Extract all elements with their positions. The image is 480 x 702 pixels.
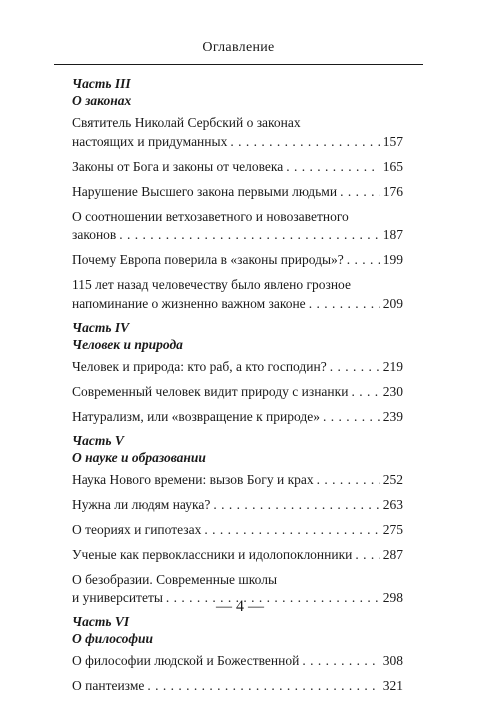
entry-page-number: 187 xyxy=(382,227,403,242)
entry-title-line: настоящих и придуманных xyxy=(72,133,228,149)
toc-entry[interactable] xyxy=(72,276,403,313)
toc-section xyxy=(72,76,403,313)
entry-title-line: Современный человек видит природу с изнанки xyxy=(72,383,349,399)
entry-title-line: Нарушение Высшего закона первыми людьми xyxy=(72,183,338,199)
entry-page-number: 230 xyxy=(382,383,403,399)
entry-page-number: 321 xyxy=(382,678,403,693)
entry-title-line: и университеты xyxy=(72,590,163,605)
dot-leader xyxy=(317,471,380,490)
part-heading: Часть VI xyxy=(72,614,130,629)
entry-page-number: 199 xyxy=(382,252,403,267)
entry-title-line: Натурализм, или «возвращение к природе» xyxy=(72,408,320,424)
entry-title-line: О пантеизме xyxy=(72,678,145,693)
toc-entry[interactable] xyxy=(72,652,403,671)
entry-page-number: 209 xyxy=(382,295,403,311)
dot-leader xyxy=(340,183,380,202)
dot-leader xyxy=(204,521,379,540)
dot-leader xyxy=(347,251,380,270)
entry-title-line: О философии людской и Божественной xyxy=(72,653,300,668)
entry-title-line: Законы от Бога и законы от человека xyxy=(72,158,284,174)
dot-leader xyxy=(351,383,379,402)
entry-title-line: законов xyxy=(72,227,117,242)
entry-title-line: Человек и природа: кто раб, а кто господин? xyxy=(72,358,327,374)
toc-section xyxy=(72,320,403,427)
toc-entry[interactable] xyxy=(72,471,403,490)
entry-page-number: 287 xyxy=(382,546,403,562)
part-title: О науке и образовании xyxy=(72,449,206,465)
entry-page-number: 252 xyxy=(382,471,403,487)
entry-title-line: Святитель Николай Сербский о законах xyxy=(72,115,301,130)
dot-leader xyxy=(213,496,379,515)
toc-section xyxy=(72,614,403,696)
toc-entry[interactable] xyxy=(72,208,403,245)
entry-title-line: О теориях и гипотезах xyxy=(72,521,202,537)
entry-page-number: 263 xyxy=(382,496,403,512)
toc-entry[interactable] xyxy=(72,251,403,270)
entry-page-number: 298 xyxy=(382,590,403,605)
entry-page-number: 165 xyxy=(382,158,403,174)
dot-leader xyxy=(302,652,379,671)
dot-leader xyxy=(147,677,379,696)
dot-leader xyxy=(286,158,379,177)
part-title: Человек и природа xyxy=(72,336,183,352)
entry-title-line: О безобразии. Современные школы xyxy=(72,571,278,587)
dot-leader xyxy=(355,546,379,565)
entry-title-line: Почему Европа поверила в «законы природы»? xyxy=(72,252,344,267)
entry-page-number: 239 xyxy=(382,408,403,424)
entry-title-line: Ученые как первоклассники и идолопоклонники xyxy=(72,546,353,562)
toc-entry[interactable] xyxy=(72,114,403,151)
part-heading: Часть III xyxy=(72,76,131,91)
toc-entry[interactable] xyxy=(72,383,403,402)
entry-page-number: 157 xyxy=(382,133,403,149)
dot-leader xyxy=(330,358,380,377)
toc-entry[interactable] xyxy=(72,496,403,515)
page-number: — 4 — xyxy=(216,598,264,615)
dot-leader xyxy=(323,408,380,427)
entry-page-number: 219 xyxy=(382,358,403,374)
entry-page-number: 275 xyxy=(382,521,403,537)
header-rule xyxy=(54,64,423,65)
toc-entry[interactable] xyxy=(72,677,403,696)
toc-entry[interactable] xyxy=(72,358,403,377)
entry-title-line: О соотношении ветхозаветного и новозаветного xyxy=(72,208,349,224)
entry-title-line: Нужна ли людям наука? xyxy=(72,496,211,512)
dot-leader xyxy=(309,295,380,314)
toc-entry[interactable] xyxy=(72,158,403,177)
dot-leader xyxy=(119,226,379,245)
entry-page-number: 308 xyxy=(382,653,403,668)
toc-section xyxy=(72,433,403,608)
entry-title-line: напоминание о жизненно важном законе xyxy=(72,295,306,311)
part-heading: Часть IV xyxy=(72,319,130,335)
part-title: О философии xyxy=(72,631,154,646)
part-title: О законах xyxy=(72,93,132,108)
running-header: Оглавление xyxy=(202,40,275,55)
part-heading: Часть V xyxy=(72,432,124,448)
entry-title-line: 115 лет назад человечеству было явлено грозное xyxy=(72,277,351,292)
entry-page-number: 176 xyxy=(382,183,403,199)
toc-entry[interactable] xyxy=(72,521,403,540)
toc-entry[interactable] xyxy=(72,546,403,565)
entry-title-line: Наука Нового времени: вызов Богу и крах xyxy=(72,471,314,487)
toc-entry[interactable] xyxy=(72,408,403,427)
toc-entry[interactable] xyxy=(72,183,403,202)
dot-leader xyxy=(230,133,379,152)
